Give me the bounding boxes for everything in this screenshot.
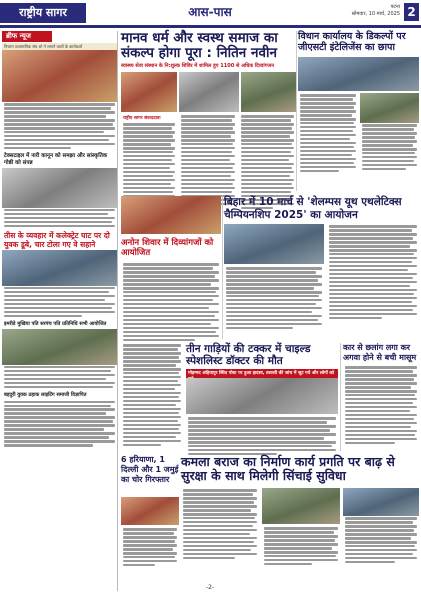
center-col-story	[121, 196, 221, 234]
story1-body	[2, 102, 117, 152]
main-photo	[121, 72, 177, 112]
crash-body	[186, 416, 338, 458]
story5-body	[2, 400, 117, 450]
center-story-kicker: अनोन शिवार में दिव्यांगजों को आयोजित	[121, 238, 214, 258]
athletics-body-2	[327, 224, 419, 322]
left-column	[2, 31, 118, 591]
kamla-barrage-headline: कमला बराज का निर्माण कार्य प्रगति पर बाढ़ से सुरक्षा के साथ मिलेगी सिंचाई सुविधा	[181, 454, 395, 483]
rule-2	[222, 196, 223, 339]
rule-1	[296, 31, 297, 191]
masthead-rule	[0, 25, 421, 28]
footer-page-number: -2-	[205, 584, 215, 591]
dateline	[300, 4, 400, 18]
main-photo-2	[179, 72, 239, 112]
kamla-body-3	[343, 488, 419, 566]
rule-3	[340, 343, 341, 451]
crash-left-body	[121, 343, 183, 449]
city-name: पटना	[390, 4, 400, 10]
story4-body	[2, 365, 117, 391]
story2-photo	[2, 168, 117, 208]
kamla-photo	[262, 488, 340, 524]
gst-raid-photo	[298, 57, 419, 91]
arrest-headline: 6 हरियाणा, 1 दिल्ली और 1 जमुई का चोर गिरफ्तार	[121, 455, 179, 484]
story3-photo	[2, 250, 117, 286]
crash-headline: तीन गाड़ियों की टक्कर में चाइल्ड स्पेशलिस्ट डॉक्टर की मौत	[186, 343, 311, 367]
page-number: 2	[404, 3, 419, 21]
story1-caption: निजाम व्यवसायिक संघ शो ने लगाने वालों के कार्यकर्ता	[2, 43, 117, 50]
newspaper-title: राष्ट्रीय सागर	[0, 3, 86, 23]
brief-news-label: ब्रीफ न्यूज	[2, 31, 52, 42]
story3-body	[2, 286, 117, 320]
main-subhead: स्वास्थ्य सेवा संस्थान के नि:शुल्क शिविर में शामिल हुए 1100 से अधिक दिव्यांगजन	[121, 63, 275, 69]
center-story-body	[121, 262, 221, 344]
athletics-headline: बिहार में 10 मार्च से 'शेलम्पस यूथ एथलेटिक्स चैम्पियनशिप 2025' का आयोजन	[224, 196, 402, 221]
story3-headline: तीस के व्यवहार में कलेक्ट्रेट घाट पर दो युवक डूबे, चार टोला गए वे सहाने	[4, 230, 110, 249]
car-jump-body	[343, 365, 419, 447]
main-photo-3	[241, 72, 296, 112]
date-text: सोमवार, 10 मार्च, 2025	[351, 11, 400, 17]
gst-raid-body	[298, 93, 358, 175]
story2-body	[2, 208, 117, 230]
kamla-body-2	[262, 526, 340, 568]
crash-photo	[186, 378, 338, 414]
car-jump-headline: कार से छलांग लगा कर अगवा होने से बची मासूम	[343, 343, 417, 362]
gst-raid-headline: विधान कार्यालय के डिकल्पों पर जीएसटी इंटेलिजेंस का छापा	[298, 31, 406, 53]
arrest-body	[121, 527, 179, 569]
section-title: आस-पास	[188, 5, 232, 19]
byline: राष्ट्रीय सागर संवाददाता	[123, 116, 161, 121]
arrest-photo	[121, 497, 179, 525]
gst-raid-body-2	[360, 93, 419, 173]
athletics-body-1	[224, 266, 324, 332]
kamla-body-1	[181, 488, 259, 562]
story2-headline: टेक्सटाइल में नारी कानून को समझा और सांस्कृतिक गोष्ठी को संपन्न	[4, 152, 108, 166]
athletics-photo	[224, 224, 324, 264]
story1-photo	[2, 50, 117, 102]
crash-subhead: मोहम्मद अहियापुर स्थित पोस्ट पर हुआ हादसा, तलाशी की जांच में जुट गये और लोगों को	[186, 369, 338, 383]
main-headline: मानव धर्म और स्वस्थ समाज का संकल्प होगा पूरा : नितिन नवीन	[121, 30, 278, 61]
story4-headline: इमरीडे मुखिया पति सरपंच पति प्रतिनिधि सभी आयोजित	[4, 320, 107, 327]
story4-photo	[2, 329, 117, 365]
story5-headline: बहदुरी युवक ठहाक लाइटिंग समाजी विज्ञापित	[4, 391, 87, 398]
masthead	[0, 0, 421, 30]
